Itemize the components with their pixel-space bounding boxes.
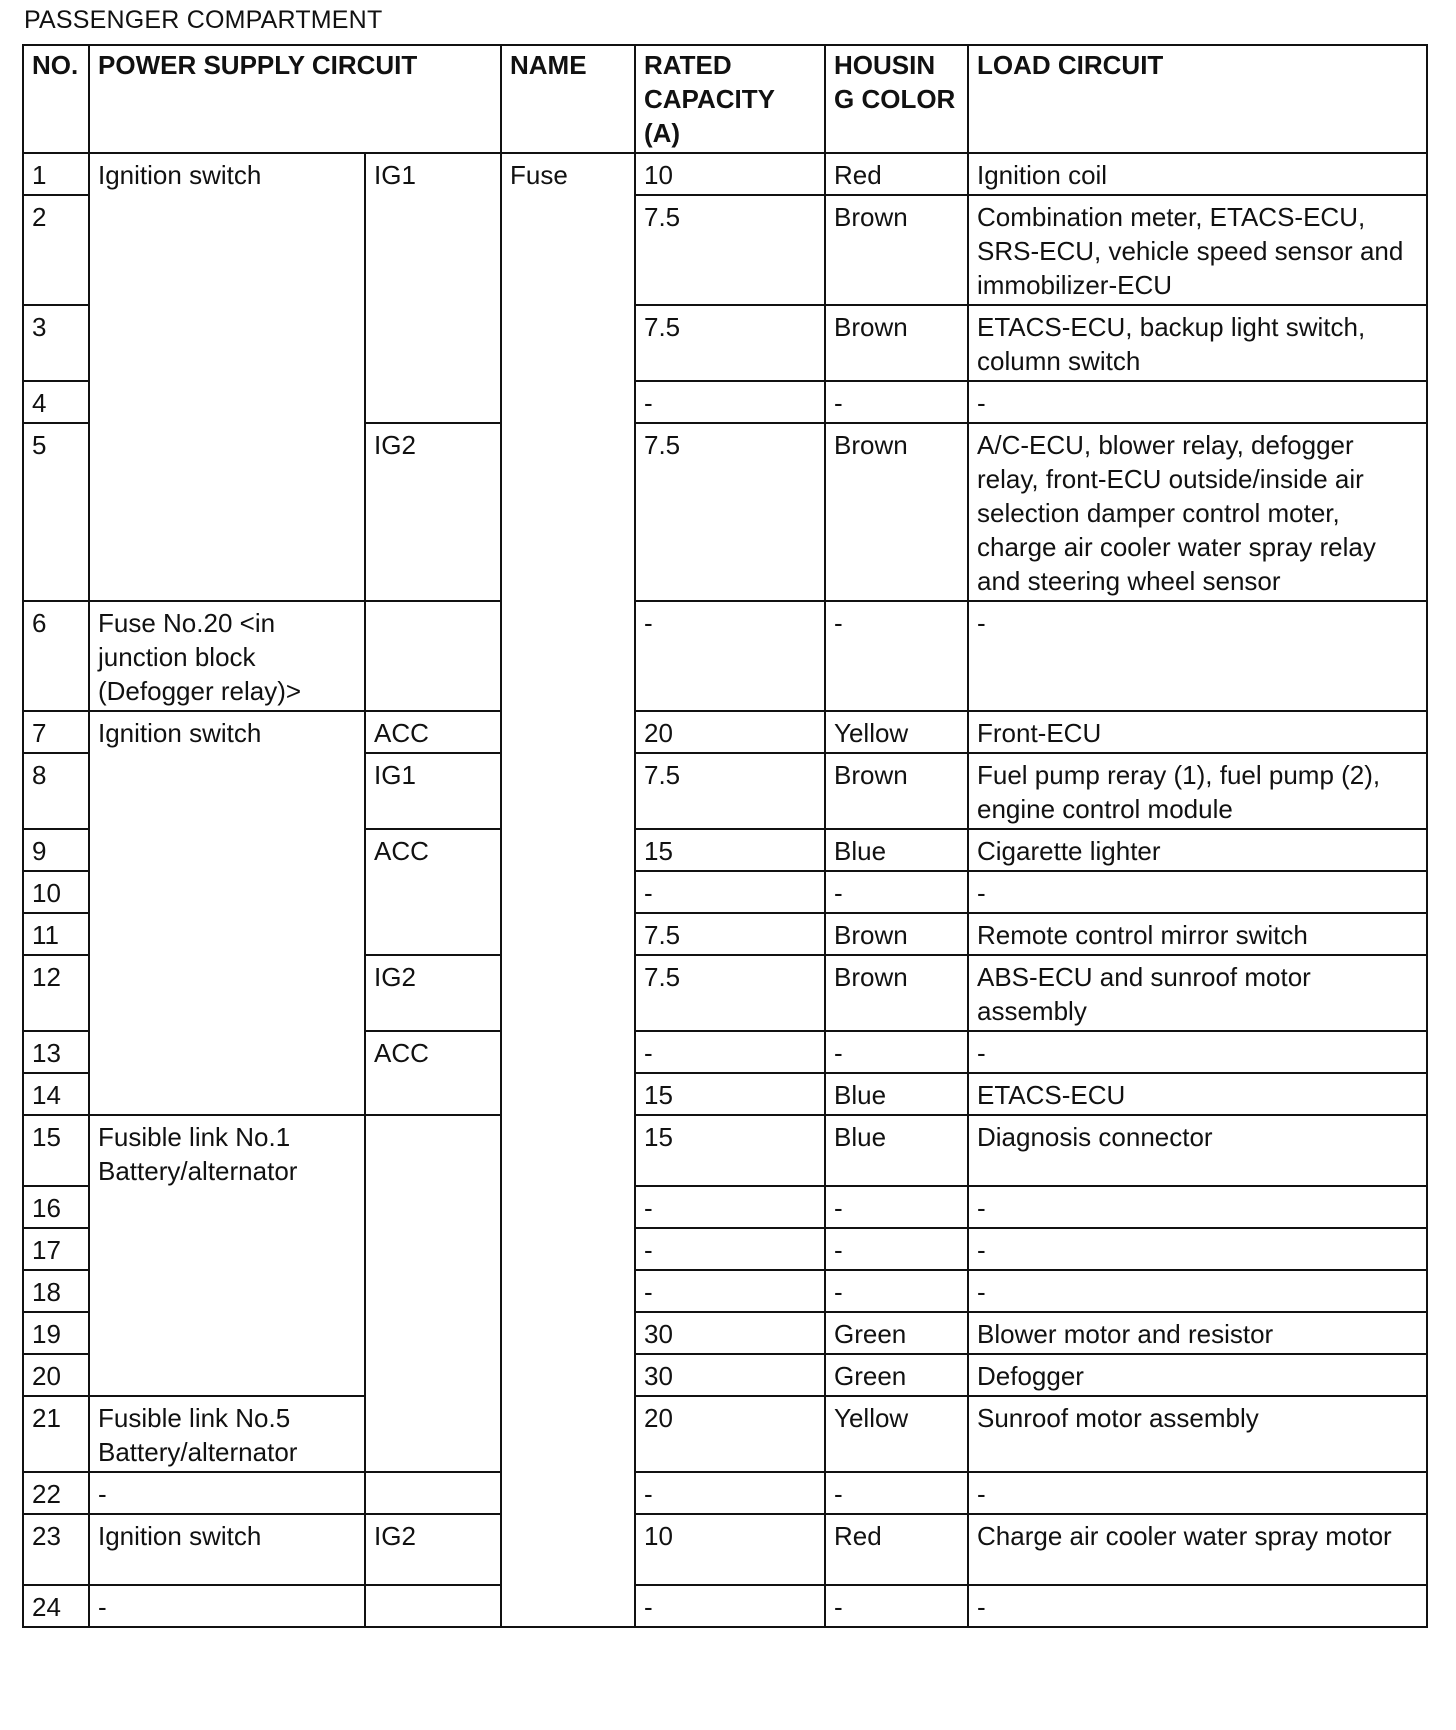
row-number: 12	[23, 955, 89, 1031]
rated-capacity: 7.5	[635, 305, 825, 381]
table-row	[23, 1396, 1427, 1472]
load-circuit: Front-ECU	[968, 711, 1427, 753]
housing-color: -	[825, 1031, 968, 1073]
row-number: 22	[23, 1472, 89, 1514]
load-circuit: -	[968, 1228, 1427, 1270]
rated-capacity: 7.5	[635, 753, 825, 829]
housing-color: Brown	[825, 913, 968, 955]
rated-capacity: 7.5	[635, 955, 825, 1031]
table-row	[23, 711, 1427, 753]
housing-color: Green	[825, 1354, 968, 1396]
row-number: 7	[23, 711, 89, 753]
switch-cell	[365, 601, 501, 711]
switch-cell: IG1	[365, 153, 501, 423]
load-circuit: A/C-ECU, blower relay, defogger relay, front-ECU outside/inside air selection damper control moter, charge air cooler water spray relay and steering wheel sensor	[968, 423, 1427, 601]
switch-cell: IG2	[365, 423, 501, 601]
housing-color: Blue	[825, 1073, 968, 1115]
fuse-table	[22, 44, 1428, 1628]
load-circuit: Fuel pump reray (1), fuel pump (2), engine control module	[968, 753, 1427, 829]
load-circuit: ETACS-ECU	[968, 1073, 1427, 1115]
rated-capacity: 7.5	[635, 195, 825, 305]
rated-capacity: -	[635, 871, 825, 913]
load-circuit: -	[968, 1472, 1427, 1514]
load-circuit: Cigarette lighter	[968, 829, 1427, 871]
row-number: 14	[23, 1073, 89, 1115]
rated-capacity: -	[635, 1031, 825, 1073]
load-circuit: ABS-ECU and sunroof motor assembly	[968, 955, 1427, 1031]
row-number: 16	[23, 1186, 89, 1228]
housing-color: Brown	[825, 955, 968, 1031]
housing-color: -	[825, 1270, 968, 1312]
row-number: 18	[23, 1270, 89, 1312]
power-supply-cell: -	[89, 1472, 365, 1514]
housing-color: -	[825, 1228, 968, 1270]
housing-color: -	[825, 871, 968, 913]
load-circuit: Charge air cooler water spray motor	[968, 1514, 1427, 1585]
switch-cell: ACC	[365, 711, 501, 753]
row-number: 24	[23, 1585, 89, 1627]
load-circuit: ETACS-ECU, backup light switch, column switch	[968, 305, 1427, 381]
switch-cell: ACC	[365, 1031, 501, 1115]
row-number: 13	[23, 1031, 89, 1073]
housing-color: Green	[825, 1312, 968, 1354]
housing-color: Brown	[825, 753, 968, 829]
rated-capacity: 30	[635, 1354, 825, 1396]
rated-capacity: -	[635, 1228, 825, 1270]
switch-cell	[365, 1585, 501, 1627]
housing-color: Blue	[825, 829, 968, 871]
rated-capacity: -	[635, 1585, 825, 1627]
rated-capacity: -	[635, 1472, 825, 1514]
housing-color: Blue	[825, 1115, 968, 1186]
row-number: 21	[23, 1396, 89, 1472]
switch-cell	[365, 1115, 501, 1472]
row-number: 19	[23, 1312, 89, 1354]
row-number: 17	[23, 1228, 89, 1270]
housing-color: Red	[825, 1514, 968, 1585]
load-circuit: Diagnosis connector	[968, 1115, 1427, 1186]
header-rated-capacity: RATED CAPACITY (A)	[635, 45, 825, 153]
fuse-name-cell: Fuse	[501, 153, 635, 1627]
rated-capacity: -	[635, 601, 825, 711]
load-circuit: -	[968, 1186, 1427, 1228]
row-number: 23	[23, 1514, 89, 1585]
table-row	[23, 1585, 1427, 1627]
power-supply-cell: Ignition switch	[89, 153, 365, 601]
housing-color: -	[825, 1186, 968, 1228]
rated-capacity: 20	[635, 1396, 825, 1472]
row-number: 2	[23, 195, 89, 305]
housing-color: -	[825, 381, 968, 423]
load-circuit: Sunroof motor assembly	[968, 1396, 1427, 1472]
rated-capacity: 7.5	[635, 423, 825, 601]
header-row	[23, 45, 1427, 153]
rated-capacity: -	[635, 1186, 825, 1228]
housing-color: Yellow	[825, 711, 968, 753]
table-row	[23, 1115, 1427, 1186]
row-number: 8	[23, 753, 89, 829]
housing-color: Yellow	[825, 1396, 968, 1472]
header-load-circuit: LOAD CIRCUIT	[968, 45, 1427, 153]
table-row	[23, 153, 1427, 195]
load-circuit: -	[968, 601, 1427, 711]
power-supply-cell: Ignition switch	[89, 711, 365, 1115]
load-circuit: Defogger	[968, 1354, 1427, 1396]
header-power-supply: POWER SUPPLY CIRCUIT	[89, 45, 501, 153]
header-no: NO.	[23, 45, 89, 153]
load-circuit: -	[968, 871, 1427, 913]
rated-capacity: 7.5	[635, 913, 825, 955]
rated-capacity: 30	[635, 1312, 825, 1354]
load-circuit: Blower motor and resistor	[968, 1312, 1427, 1354]
rated-capacity: -	[635, 381, 825, 423]
switch-cell: IG2	[365, 1514, 501, 1585]
row-number: 4	[23, 381, 89, 423]
rated-capacity: 15	[635, 1115, 825, 1186]
load-circuit: Ignition coil	[968, 153, 1427, 195]
switch-cell: IG1	[365, 753, 501, 829]
rated-capacity: 15	[635, 1073, 825, 1115]
row-number: 10	[23, 871, 89, 913]
housing-color: Brown	[825, 423, 968, 601]
power-supply-cell: -	[89, 1585, 365, 1627]
switch-cell	[365, 1472, 501, 1514]
page-title: PASSENGER COMPARTMENT	[24, 6, 383, 34]
load-circuit: Remote control mirror switch	[968, 913, 1427, 955]
load-circuit: -	[968, 1585, 1427, 1627]
row-number: 15	[23, 1115, 89, 1186]
table-row	[23, 1472, 1427, 1514]
row-number: 5	[23, 423, 89, 601]
row-number: 1	[23, 153, 89, 195]
housing-color: Red	[825, 153, 968, 195]
header-housing-color: HOUSIN G COLOR	[825, 45, 968, 153]
housing-color: Brown	[825, 195, 968, 305]
table-row	[23, 1514, 1427, 1585]
power-supply-cell: Fuse No.20 <in junction block (Defogger relay)>	[89, 601, 365, 711]
housing-color: -	[825, 1472, 968, 1514]
power-supply-cell: Fusible link No.5 Battery/alternator	[89, 1396, 365, 1472]
power-supply-cell: Ignition switch	[89, 1514, 365, 1585]
load-circuit: -	[968, 1270, 1427, 1312]
housing-color: Brown	[825, 305, 968, 381]
row-number: 20	[23, 1354, 89, 1396]
load-circuit: Combination meter, ETACS-ECU, SRS-ECU, vehicle speed sensor and immobilizer-ECU	[968, 195, 1427, 305]
power-supply-cell: Fusible link No.1 Battery/alternator	[89, 1115, 365, 1396]
row-number: 6	[23, 601, 89, 711]
switch-cell: IG2	[365, 955, 501, 1031]
row-number: 3	[23, 305, 89, 381]
header-name: NAME	[501, 45, 635, 153]
switch-cell: ACC	[365, 829, 501, 955]
rated-capacity: 20	[635, 711, 825, 753]
load-circuit: -	[968, 381, 1427, 423]
load-circuit: -	[968, 1031, 1427, 1073]
housing-color: -	[825, 1585, 968, 1627]
rated-capacity: 10	[635, 1514, 825, 1585]
rated-capacity: 10	[635, 153, 825, 195]
table-row	[23, 601, 1427, 711]
row-number: 9	[23, 829, 89, 871]
row-number: 11	[23, 913, 89, 955]
rated-capacity: -	[635, 1270, 825, 1312]
housing-color: -	[825, 601, 968, 711]
rated-capacity: 15	[635, 829, 825, 871]
